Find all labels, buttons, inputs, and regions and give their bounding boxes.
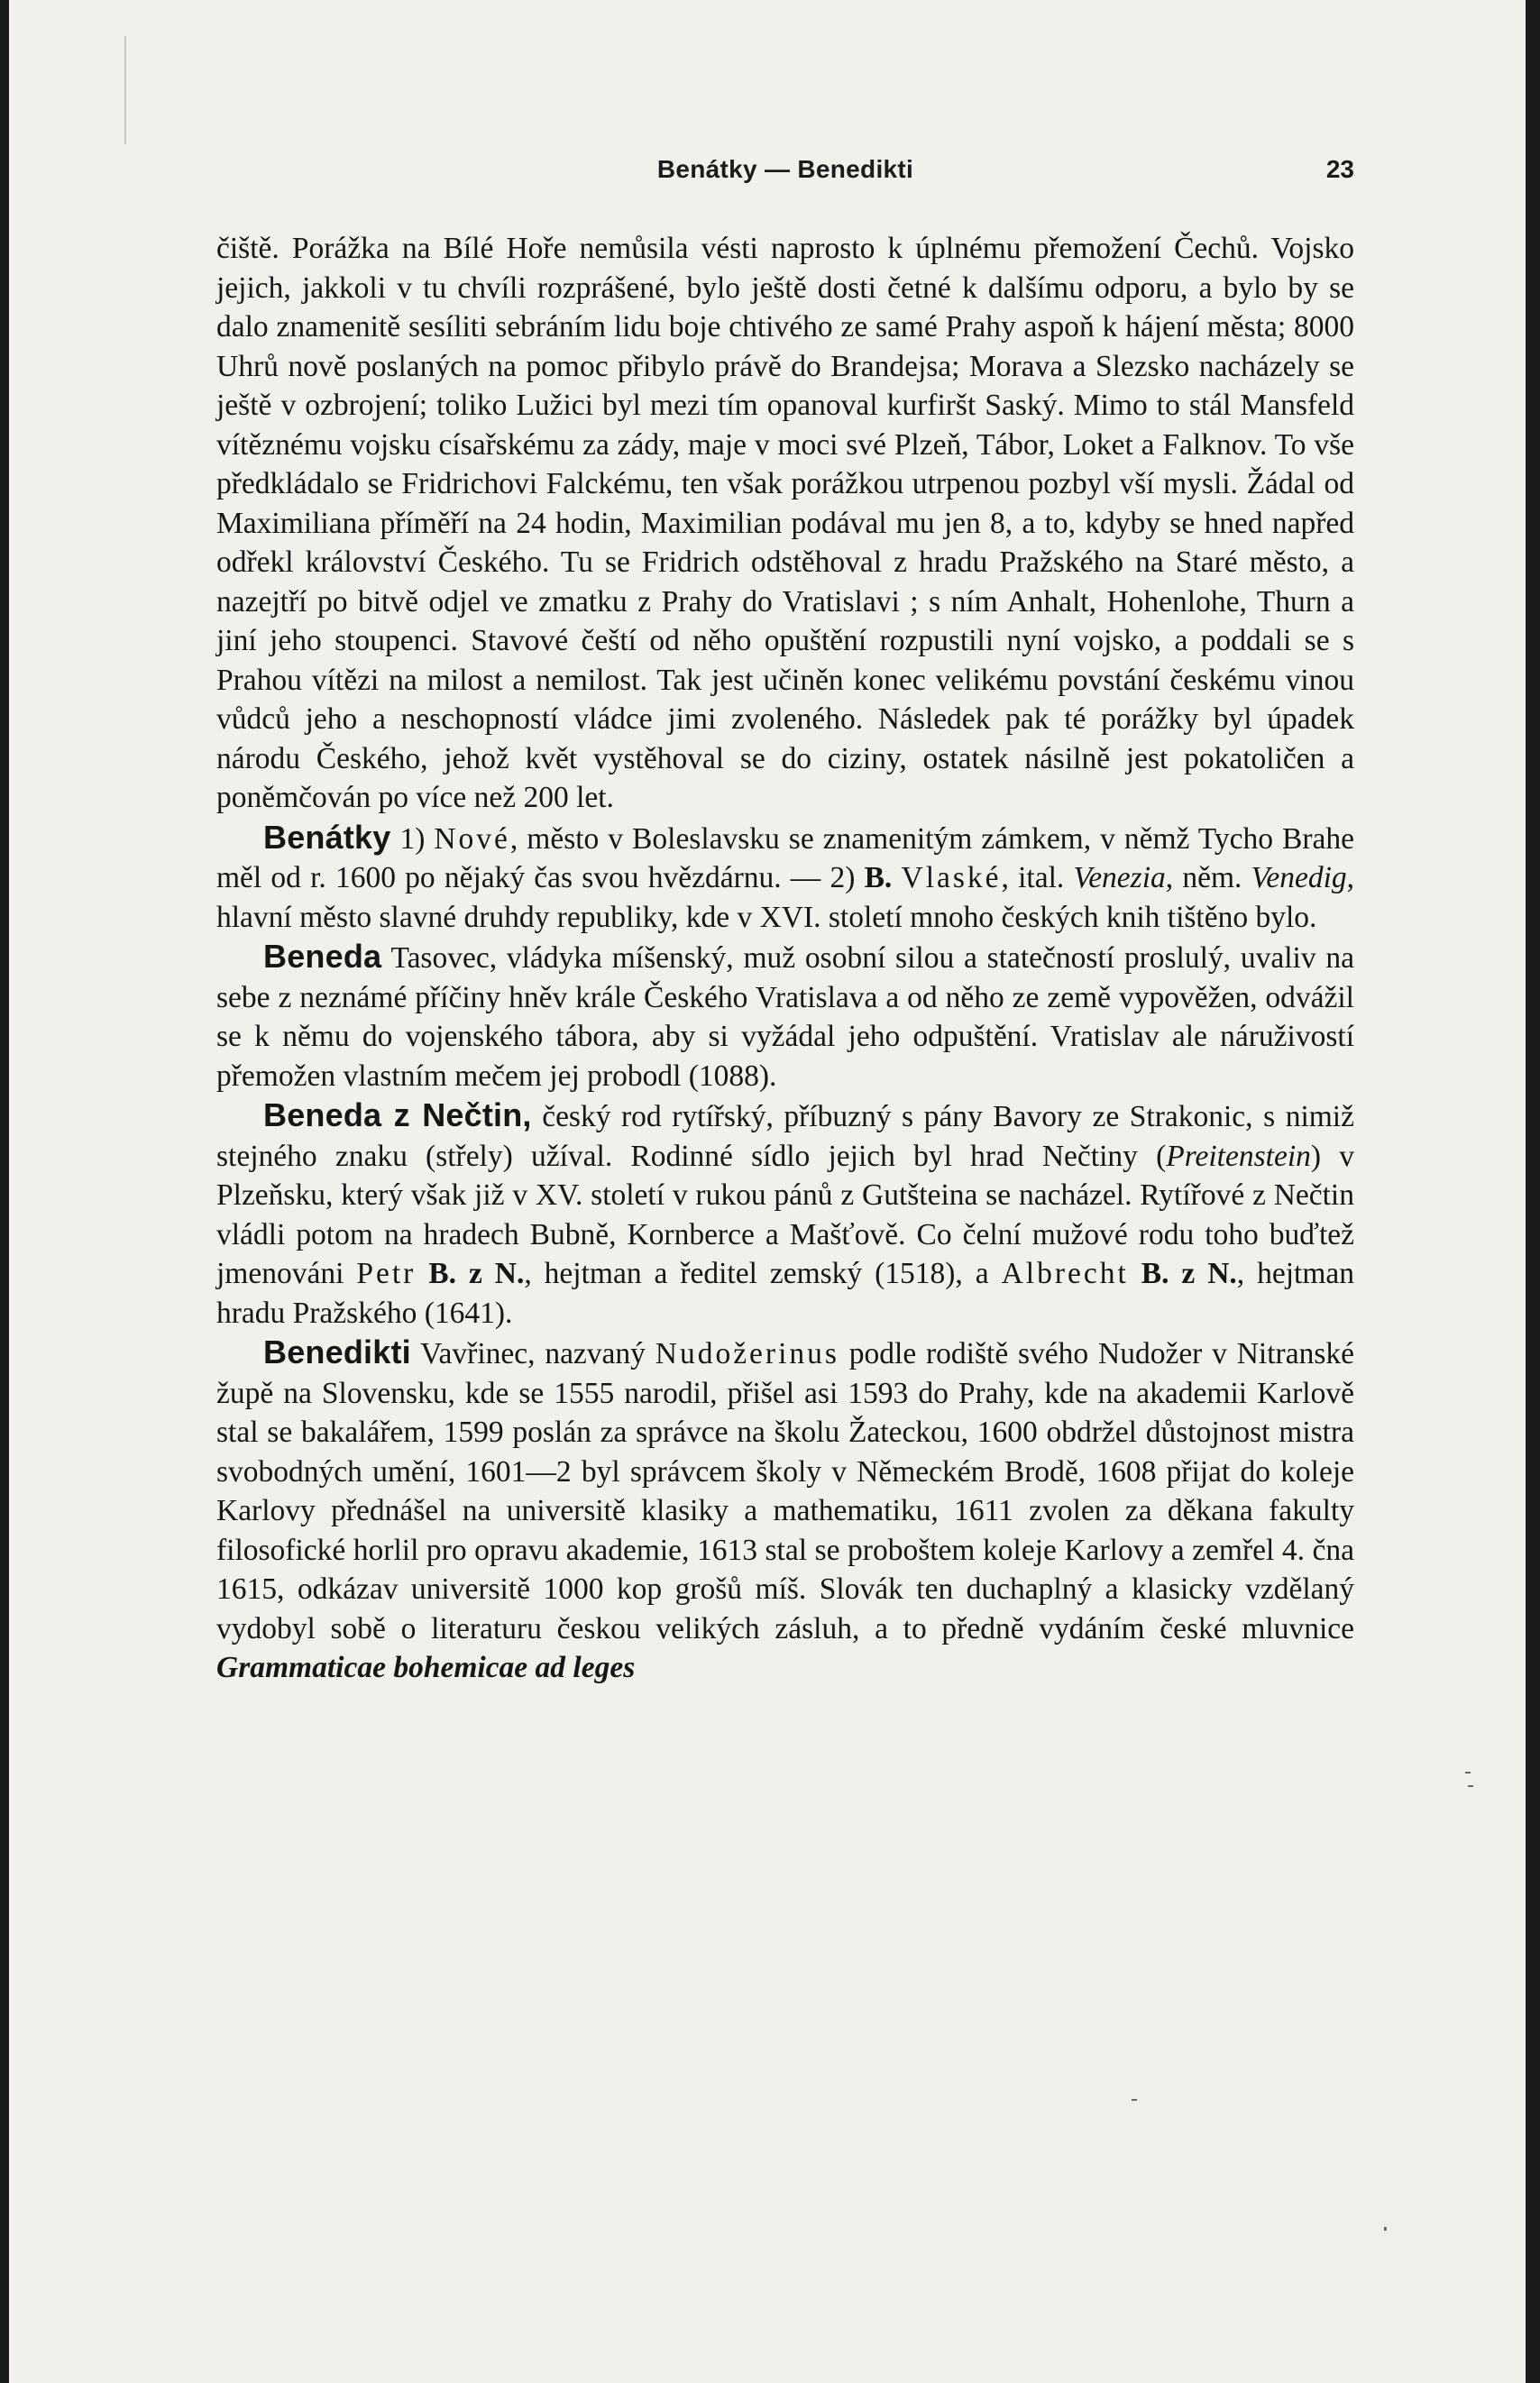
abbreviation: B. z N. <box>428 1257 525 1290</box>
italic-title: Grammaticae bohemicae ad leges <box>216 1651 636 1684</box>
abbreviation: B. <box>864 861 893 894</box>
entry-benedikti <box>216 1333 1354 1688</box>
entry-beneda <box>216 937 1354 1095</box>
italic-term: Venezia <box>1073 861 1166 894</box>
spaced-term: Nové <box>434 821 510 856</box>
smudge-mark <box>1468 1785 1473 1787</box>
binding-mark <box>124 36 126 144</box>
smudge-mark <box>1132 2099 1137 2101</box>
spaced-term: Petr <box>356 1257 417 1290</box>
entry-text: český rod rytířský, příbuzný s pány Bavory ze Strakonic, s nimiž stejného znaku (střely) užíval. Rodinné sídlo jejich byl hrad Nečtiny ( <box>216 1100 1354 1173</box>
entry-benatky <box>216 818 1354 938</box>
entry-text: , hejtman hradu Pražského (1641). <box>216 1257 1355 1330</box>
spaced-term: Albrecht <box>1001 1257 1129 1290</box>
entry-text: , něm. <box>1165 861 1251 894</box>
entry-text: podle rodiště svého Nudožer v Nitranské župě na Slovensku, kde se 1555 narodil, přišel asi 1593 do Prahy, kde na akademii Karlově stal se bakalářem, 1599 poslán za správce na školu Žateckou, 1600 obdržel důstojnost mistra svobodných umění, 1601—2 byl správcem školy v Německém Brodě, 1608 přijat do koleje Karlovy přednášel na universitě klasiky a mathematiku, 1611 zvolen za děkana fakulty filosofické horlil pro opravu akademie, 1613 stal se proboštem koleje Karlovy a zemřel 4. čna 1615, odkázav universitě 1000 kop grošů míš. Slovák ten duchaplný a klasicky vzdělaný vydobyl sobě o literaturu českou velikých zásluh, a to předně vydáním české mluvnice <box>216 1337 1354 1645</box>
space <box>892 861 901 894</box>
continued-entry-paragraph: čiště. Porážka na Bílé Hoře nemůsila vésti naprosto k úplnému přemožení Čechů. Vojsko jejich, jakkoli v tu chvíli rozprášené, bylo ještě dosti četné k dalšímu odporu, a bylo by se dalo znamenitě sesíliti sebráním lidu boje chtivého ze samé Prahy aspoň k hájení města; 8000 Uhrů nově poslaných na pomoc přibylo právě do Brandejsa; Morava a Slezsko nacházely se ještě v ozbrojení; toliko Lužici byl mezi tím opanoval kurfiršt Saský. Mimo to stál Mansfeld vítěznému vojsku císařskému za zády, maje v moci své Plzeň, Tábor, Loket a Falknov. To vše předkládalo se Fridrichovi Falckému, ten však porážkou utrpenou pozbyl vší mysli. Žádal od Maximiliana příměří na 24 hodin, Maximilian podával mu jen 8, a to, kdyby se hned napřed odřekl království Českého. Tu se Fridrich odstěhoval z hradu Pražského na Staré město, a nazejtří po bitvě odjel ve zmatku z Prahy do Vratislavi ; s ním Anhalt, Hohenlohe, Thurn a jiní jeho stoupenci. Stavové čeští od něho opuštění rozpustili nyní vojsko, a poddali se s Prahou vítězi na milost a nemilost. Tak jest učiněn konec velikému povstání českému vinou vůdců jeho a neschopností vládce jimi zvoleného. Následek pak té porážky byl úpadek národu Českého, jehož květ vystěhoval se do ciziny, ostatek násilně jest pokatoličen a poněmčován po více než 200 let. <box>216 232 1354 814</box>
entry-text: 1) <box>390 821 435 856</box>
italic-term: Venedig <box>1251 861 1347 894</box>
running-head: Benátky — Benedikti <box>656 155 914 183</box>
scanned-page <box>9 0 1526 2383</box>
space <box>416 1257 428 1290</box>
abbreviation: B. z N. <box>1141 1257 1237 1290</box>
entry-text: , město v Boleslavsku se znamenitým zámkem, v němž Tycho Brahe měl od r. 1600 po nějaký čas svou hvězdárnu. — 2) <box>216 821 1354 894</box>
entry-text: , hlavní město slavné druhdy republiky, kde v XVI. století mnoho českých knih tištěno bylo. <box>216 861 1354 934</box>
entry-text: , hejtman a ředitel zemský (1518), a <box>524 1257 1002 1290</box>
entry-beneda-z-nectin <box>216 1095 1354 1333</box>
entry-text: ) v Plzeňsku, který však již v XV. století v rukou pánů z Gutšteina se nacházel. Rytířové z Nečtin vládli potom na hradech Bubně, Kornberce a Mašťově. Co čelní mužové rodu toho buďtež jmenováni <box>216 1139 1354 1290</box>
page-header <box>216 155 1354 191</box>
spaced-term: Nudožerinus <box>655 1337 839 1370</box>
headword-benedikti: Benedikti <box>263 1334 411 1370</box>
page-number: 23 <box>1325 155 1354 183</box>
spaced-term: Vlaské <box>901 861 1002 894</box>
space <box>1129 1257 1141 1290</box>
headword-benatky: Benátky <box>263 818 391 856</box>
entry-text: Vavřinec, nazvaný <box>410 1337 655 1370</box>
headword-beneda-z-nectin: Beneda z Nečtin, <box>263 1096 532 1133</box>
italic-term: Preitenstein <box>1166 1139 1311 1173</box>
entry-text: Tasovec, vládyka míšenský, muž osobní silou a statečností proslulý, uvaliv na sebe z neznámé příčiny hněv krále Českého Vratislava a od něho ze země vypověžen, odvážil se k němu do vojenského tábora, aby si vyžádal jeho odpuštění. Vratislav ale náruživostí přemožen vlastním mečem jej probodl (1088). <box>216 941 1354 1093</box>
smudge-mark <box>1465 1772 1471 1774</box>
dictionary-text <box>216 229 1354 1688</box>
entry-text: , ital. <box>1001 861 1074 894</box>
headword-beneda: Beneda <box>263 938 382 975</box>
smudge-mark <box>1384 2227 1387 2231</box>
